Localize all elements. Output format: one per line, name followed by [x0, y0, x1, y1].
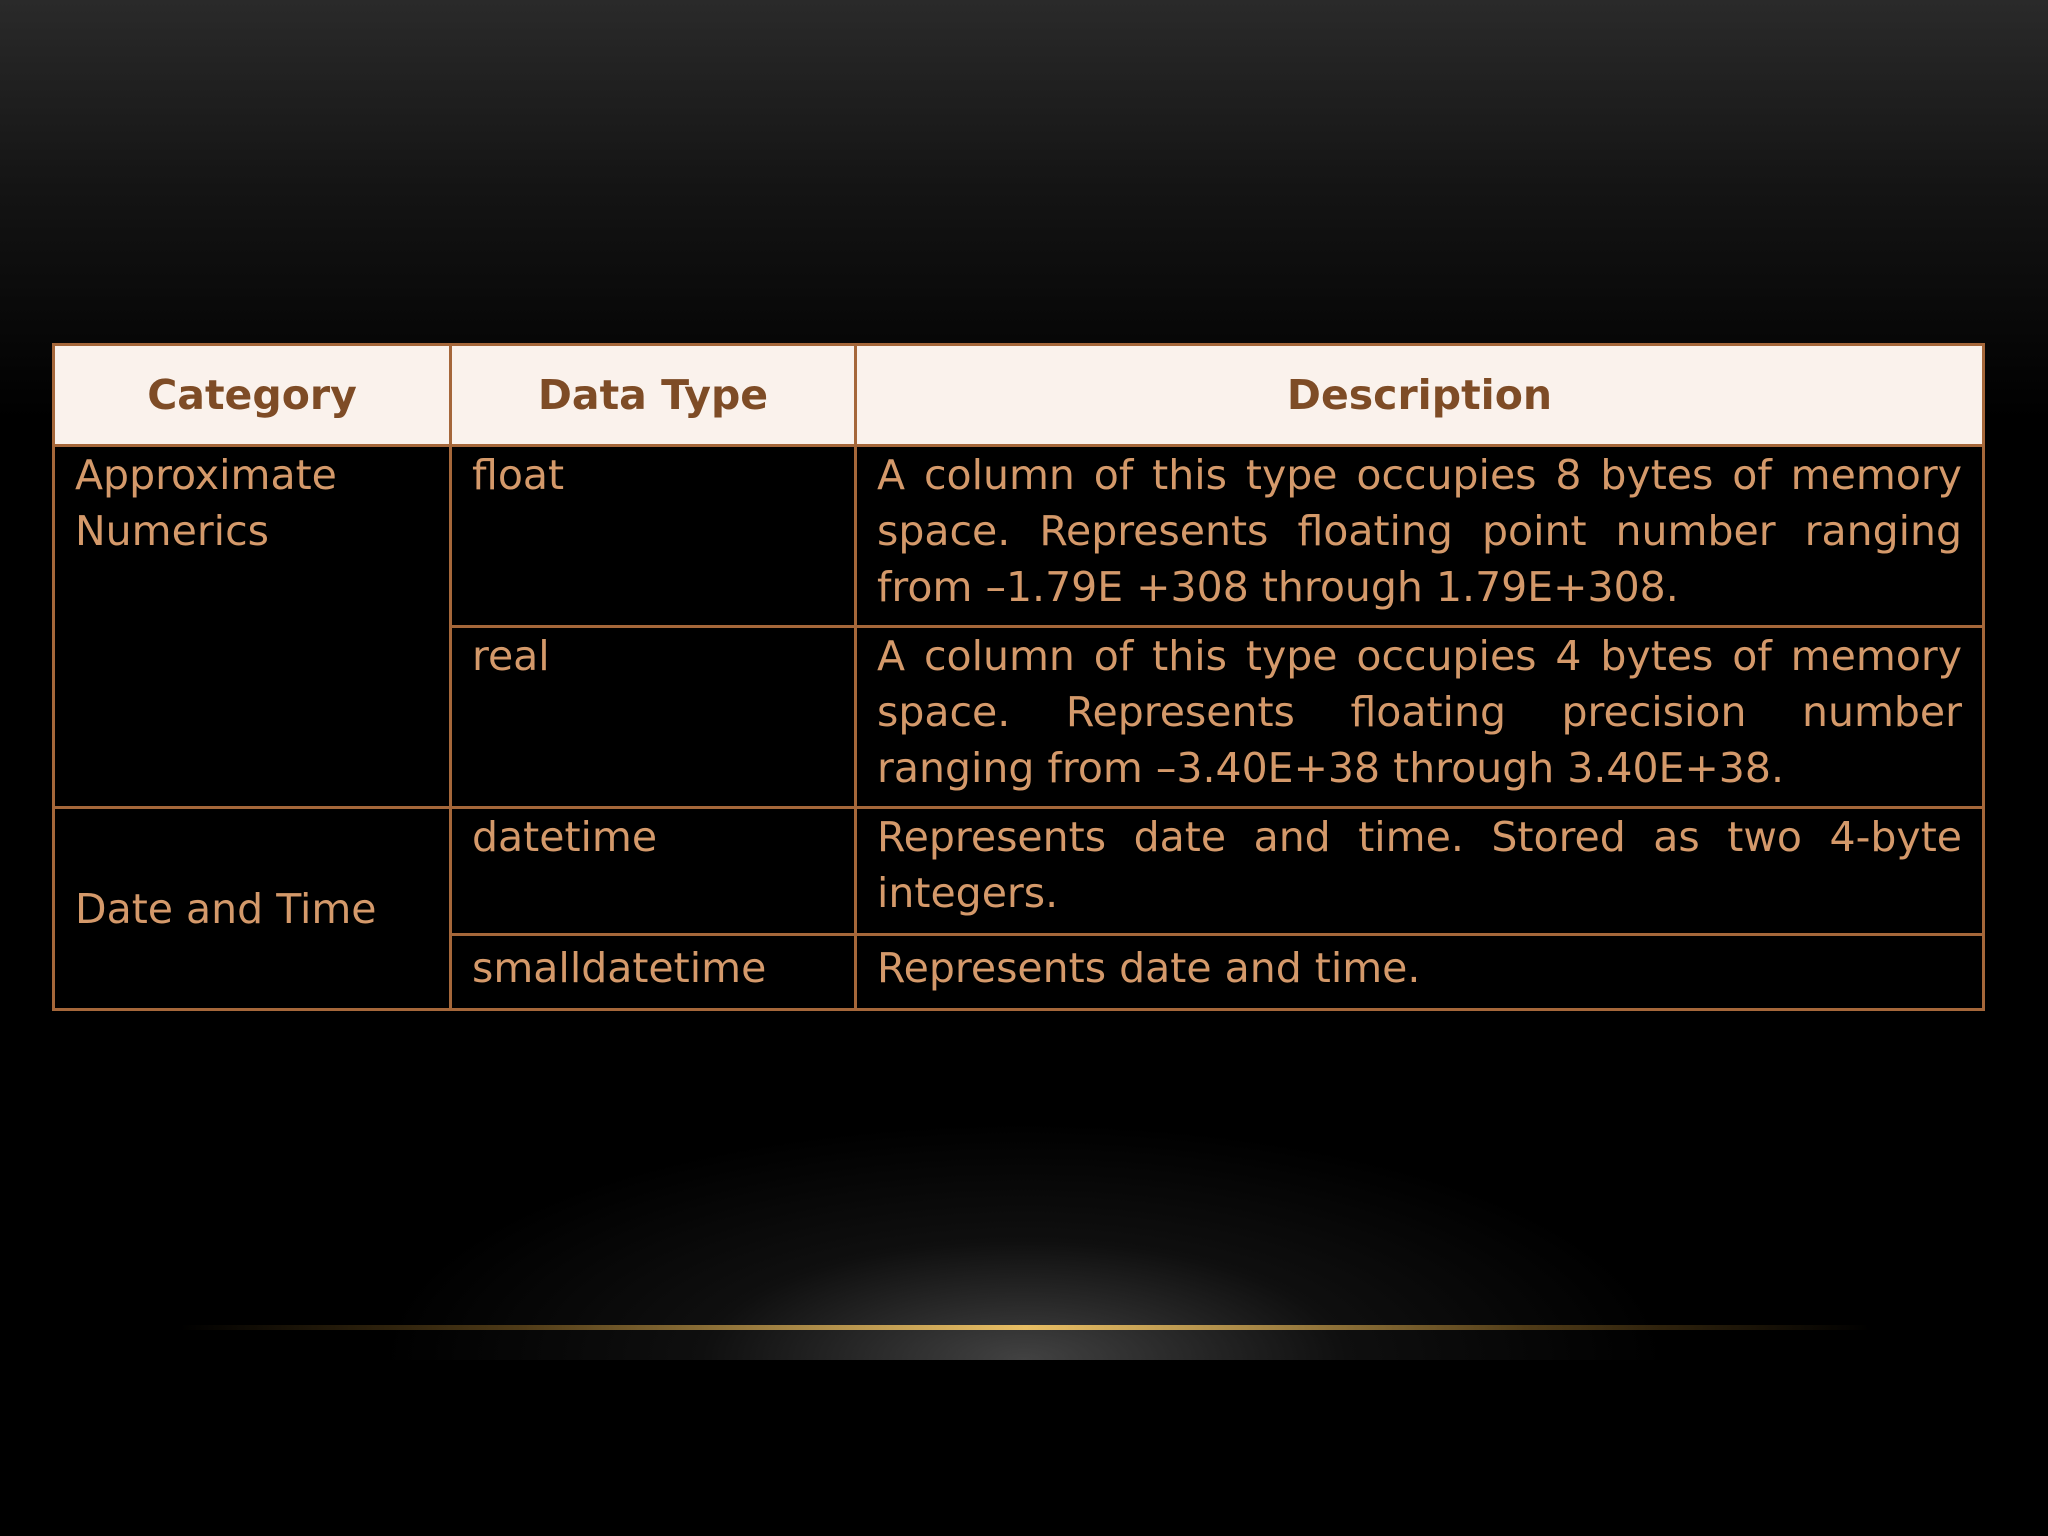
table-row	[54, 446, 1984, 627]
bottom-glow	[374, 1120, 1674, 1360]
table-header-row	[54, 345, 1984, 446]
data-type-cell: real	[451, 627, 856, 808]
data-type-cell: datetime	[451, 808, 856, 935]
data-type-cell: smalldatetime	[451, 935, 856, 1010]
category-cell: Approximate Numerics	[54, 446, 451, 808]
table-row	[54, 808, 1984, 935]
header-description: Description	[856, 345, 1984, 446]
data-type-cell: float	[451, 446, 856, 627]
glow-line-decoration	[180, 1325, 1870, 1330]
description-cell: A column of this type occupies 8 bytes of memory space. Represents floating point number ranging from –1.79E +308 through 1.79E+308.	[856, 446, 1984, 627]
description-cell: Represents date and time.	[856, 935, 1984, 1010]
category-cell: Date and Time	[54, 808, 451, 1010]
description-cell: A column of this type occupies 4 bytes of memory space. Represents floating precision number ranging from –3.40E+38 through 3.40E+38.	[856, 627, 1984, 808]
data-types-table-container	[52, 343, 1982, 1011]
header-data-type: Data Type	[451, 345, 856, 446]
description-cell: Represents date and time. Stored as two 4-byte integers.	[856, 808, 1984, 935]
data-types-table	[52, 343, 1985, 1011]
header-category: Category	[54, 345, 451, 446]
